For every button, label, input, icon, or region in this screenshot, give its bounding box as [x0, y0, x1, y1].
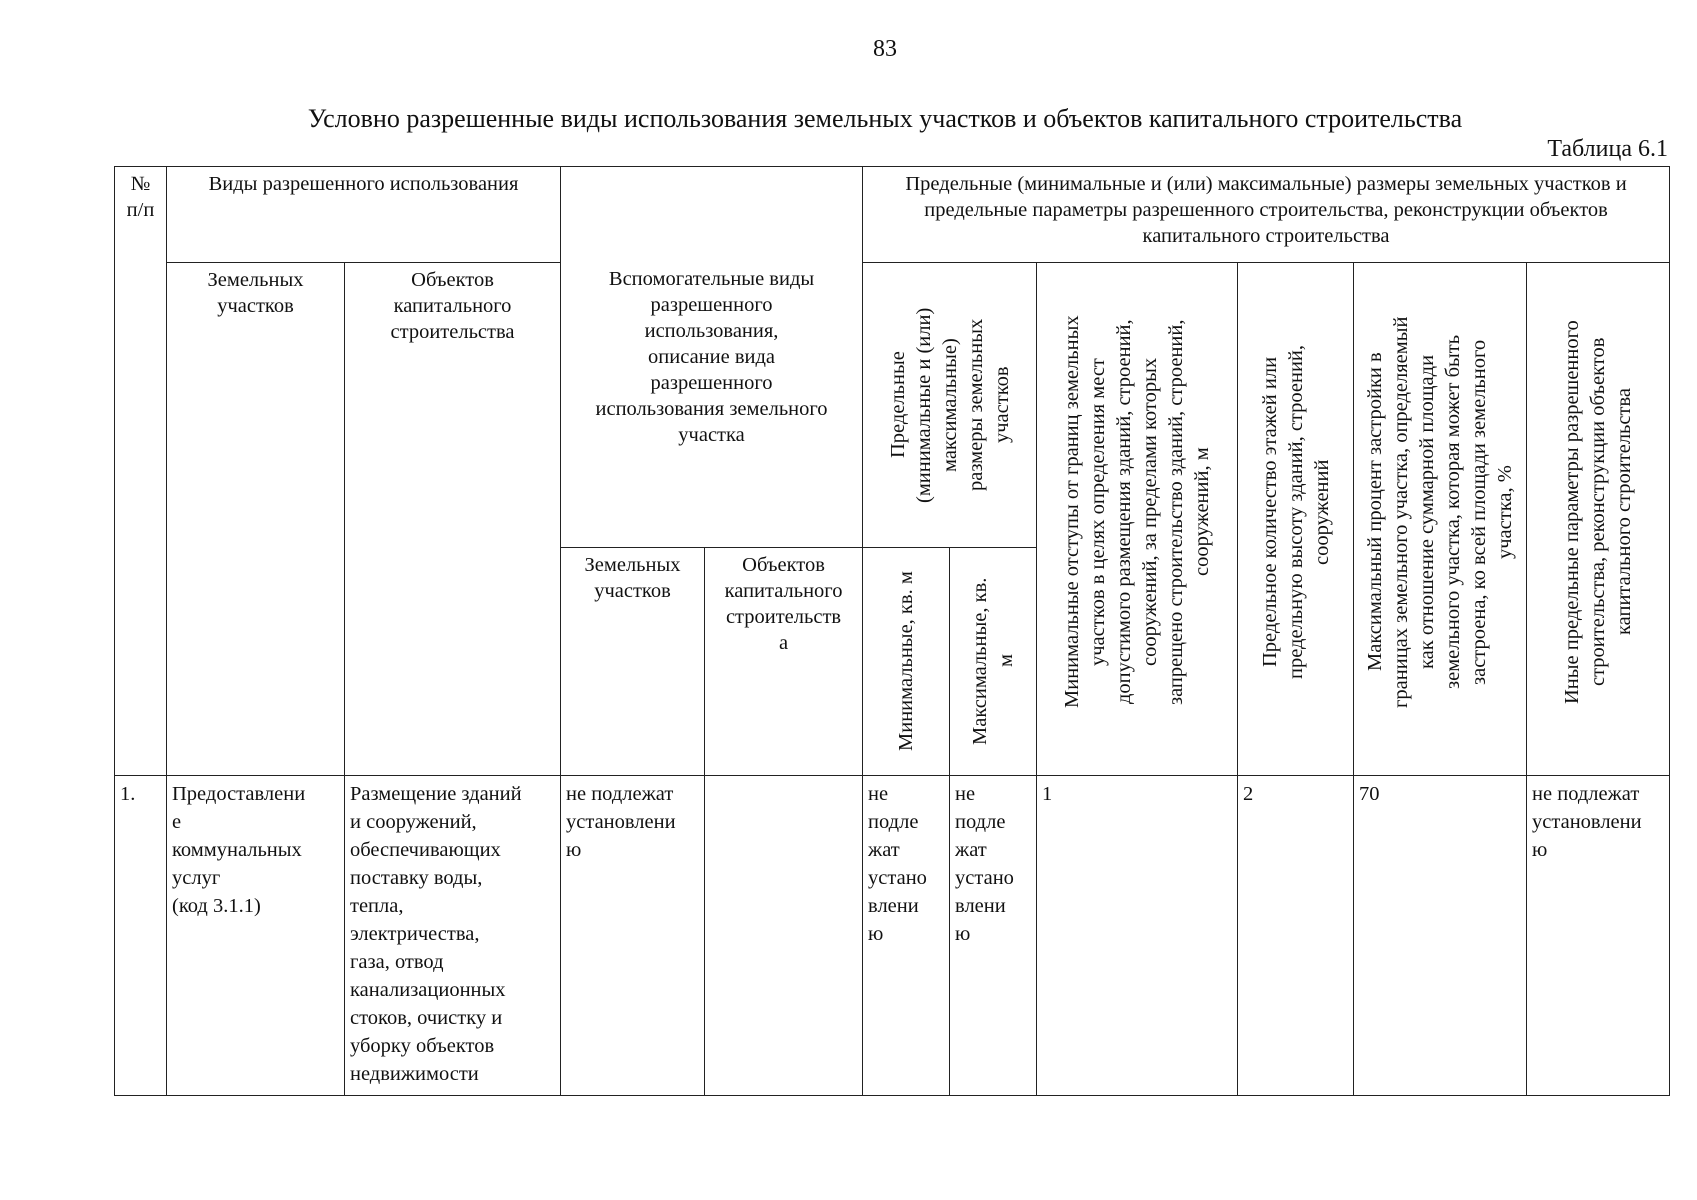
header-plot-sizes [863, 263, 1037, 548]
table-label: Таблица 6.1 [1547, 136, 1668, 162]
row-max-floors: 2 [1238, 776, 1354, 1096]
header-min-setbacks-text: Минимальные отступы от границ земельных участков в целях определения мест допустимого размещения зданий, строений, сооружений, за пределами которых запрещено строительство зданий, строений, сооружений, м [1061, 315, 1214, 709]
header-num: № п/п [115, 167, 167, 776]
header-other-params [1527, 263, 1670, 776]
header-max-floors-text: Предельное количество этажей или предельную высоту зданий, строений, сооружений [1258, 344, 1333, 680]
row-land-use: Предоставлени е коммунальных услуг (код 3.1.1) [167, 776, 345, 1096]
row-capital-use: Размещение зданий и сооружений, обеспечивающих поставку воды, тепла, электричества, газа, отвод канализационных стоков, очистку и уборку объектов недвижимости [345, 776, 561, 1096]
row-min-setback: 1 [1037, 776, 1238, 1096]
header-auxiliary: Вспомогательные виды разрешенного использования, описание вида разрешенного использования земельного участка [561, 167, 863, 548]
header-max-size-text: Максимальные, кв. м [969, 577, 1018, 745]
header-min-size [863, 548, 950, 776]
header-max-size [950, 548, 1037, 776]
row-num: 1. [115, 776, 167, 1096]
document-title: Условно разрешенные виды использования земельных участков и объектов капитального строительства [307, 104, 1463, 133]
page-number: 83 [873, 36, 897, 62]
row-max-size: не подле жат устано влени ю [950, 776, 1037, 1096]
header-capital-objects: Объектов капитального строительства [345, 263, 561, 776]
header-aux-capital-objects: Объектов капитального строительств а [705, 548, 863, 776]
table-row [115, 776, 1670, 1096]
header-land-plots: Земельных участков [167, 263, 345, 776]
header-max-coverage [1354, 263, 1527, 776]
header-limits: Предельные (минимальные и (или) максимальные) размеры земельных участков и предельные параметры разрешенного строительства, реконструкции объектов капитального строительства [863, 167, 1670, 263]
header-aux-land-plots: Земельных участков [561, 548, 705, 776]
header-min-setbacks [1037, 263, 1238, 776]
row-aux-capital [705, 776, 863, 1096]
permitted-uses-table [114, 166, 1670, 1096]
header-max-floors [1238, 263, 1354, 776]
header-plot-sizes-text: Предельные (минимальные и (или) максимальные) размеры земельных участков [886, 307, 1013, 503]
header-other-params-text: Иные предельные параметры разрешенного строительства, реконструкции объектов капитального строительства [1561, 320, 1636, 704]
row-max-coverage: 70 [1354, 776, 1527, 1096]
header-min-size-text: Минимальные, кв. м [895, 571, 918, 751]
row-aux-land: не подлежат установлени ю [561, 776, 705, 1096]
header-permitted-uses: Виды разрешенного использования [167, 167, 561, 263]
header-max-coverage-text: Максимальный процент застройки в границах земельного участка, определяемый как отношение суммарной площади земельного участка, которая может быть застроена, ко всей площади земельного участка, % [1364, 316, 1517, 708]
row-min-size: не подле жат устано влени ю [863, 776, 950, 1096]
row-other: не подлежат установлени ю [1527, 776, 1670, 1096]
